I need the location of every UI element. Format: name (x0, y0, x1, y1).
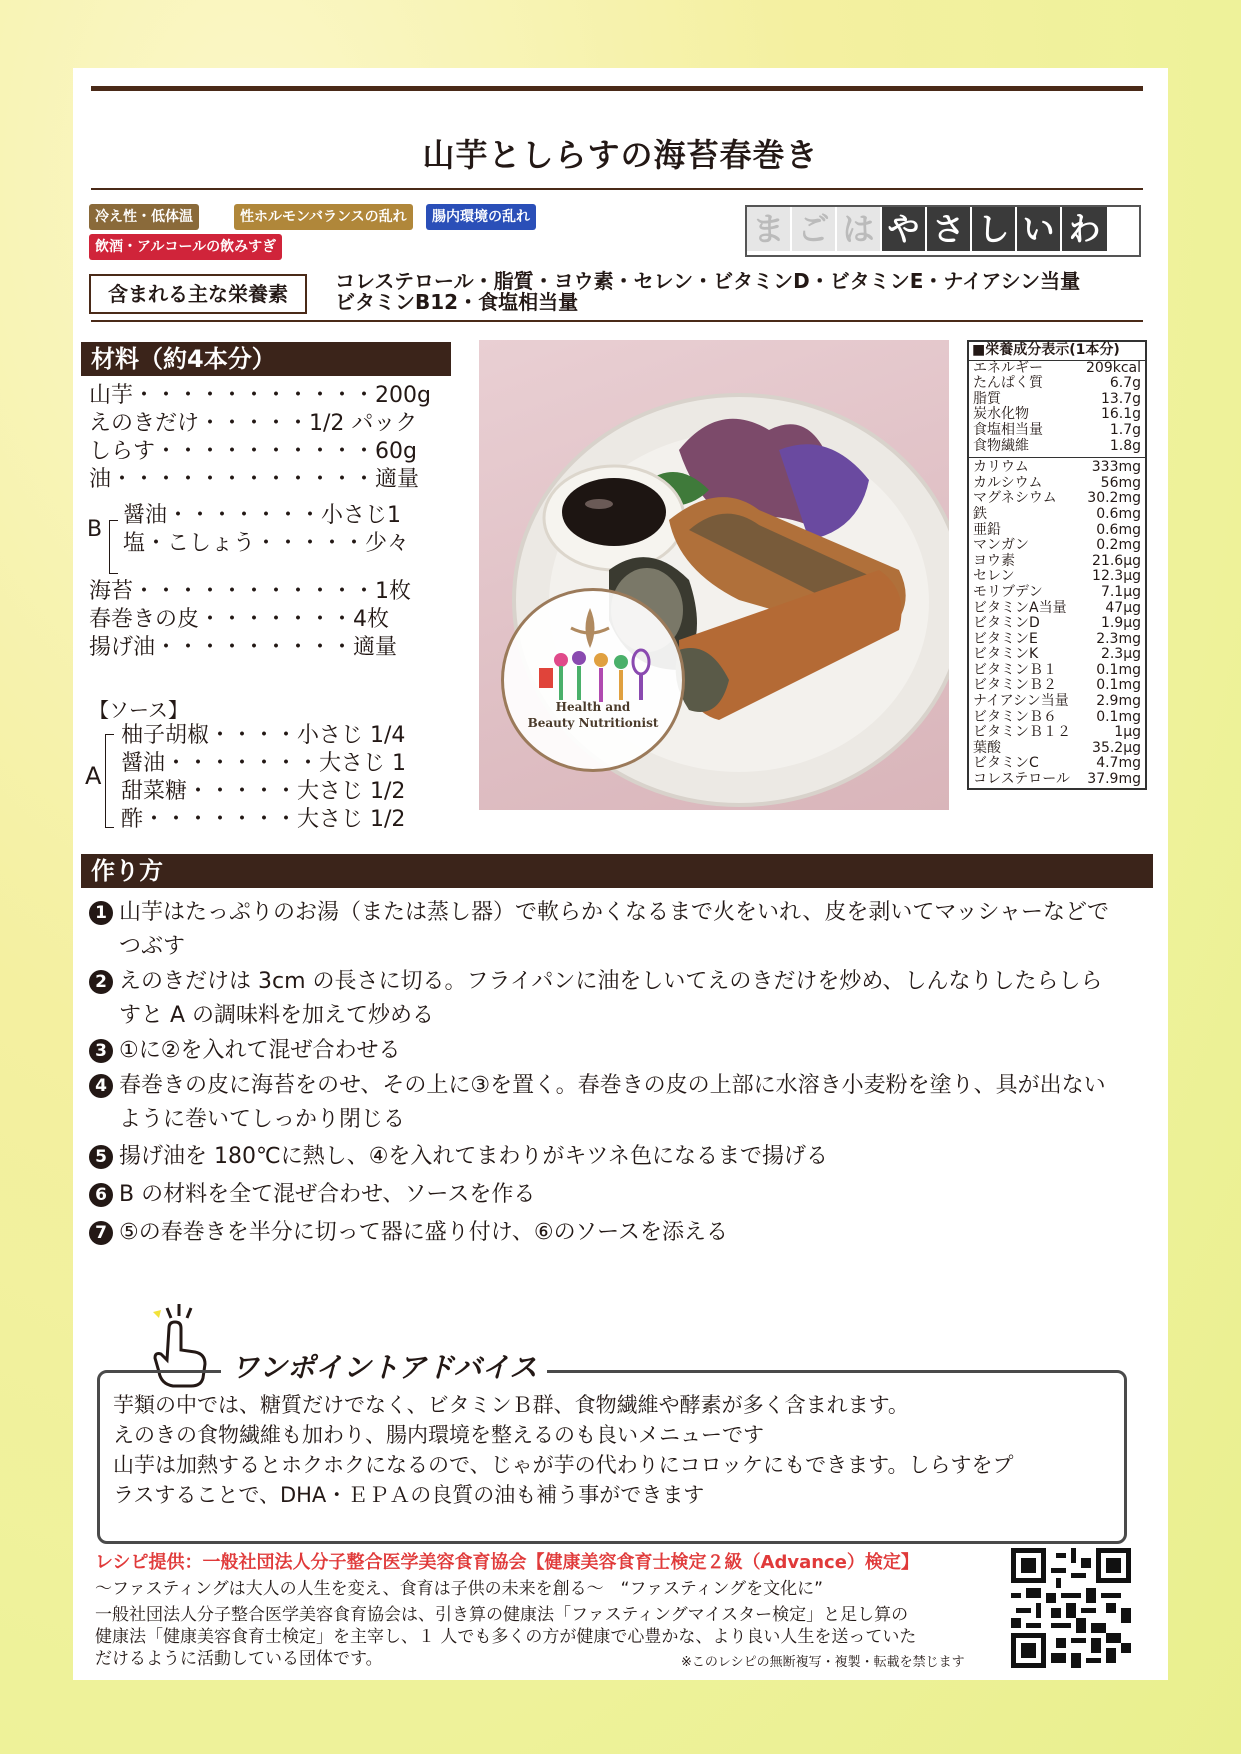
group-b-label: B (87, 517, 103, 542)
step-text: 揚げ油を 180℃に熱し、④を入れてまわりがキツネ色になるまで揚げる (119, 1144, 828, 1169)
step-number: 6 (89, 1183, 113, 1207)
nutrient-value: 0.1mg (1096, 708, 1141, 725)
nutrients-line: コレステロール・脂質・ヨウ素・セレン・ビタミンD・ビタミンE・ナイアシン当量 (335, 269, 1081, 293)
qr-code[interactable] (1011, 1548, 1131, 1668)
title-rule (91, 188, 1143, 190)
step-text: 山芋はたっぷりのお湯（または蒸し器）で軟らかくなるまで火をいれ、皮を剥いてマッシャーなどでつぶす (119, 900, 1110, 959)
nutrient-value: 47μg (1105, 599, 1141, 616)
nutrition-row (969, 523, 1145, 539)
nutrient-value: 0.1mg (1096, 677, 1141, 694)
nutrition-row (969, 663, 1145, 679)
nutrient-name: セレン (973, 568, 1015, 585)
sauce-heading: 【ソース】 (89, 698, 188, 722)
step-text: ⑤の春巻きを半分に切って器に盛り付け、⑥のソースを添える (119, 1220, 729, 1245)
about-line: 健康法「健康美容食育士検定」を主宰し、１ 人でも多くの方が健康で心豊かな、より良い人生を送っていた (95, 1627, 917, 1647)
ingredients-a (121, 722, 406, 834)
nutrition-row (969, 554, 1145, 570)
method-step (89, 1069, 1109, 1137)
logo-text (504, 699, 682, 731)
dish-photo (479, 340, 949, 810)
slogan: 〜ファスティングは大人の人生を変え、食育は子供の未来を創る〜 “ファスティングを文化に” (95, 1579, 823, 1599)
nutrition-row (969, 694, 1145, 710)
nutrient-name: モリブデン (973, 583, 1043, 600)
nutrition-group-minerals (969, 457, 1145, 787)
nutrient-value: 2.9mg (1096, 693, 1141, 710)
method-step (89, 1216, 1109, 1250)
nutrient-value: 0.6mg (1096, 521, 1141, 538)
step-number: 1 (89, 901, 113, 925)
nutrition-row (969, 407, 1145, 423)
nutrient-value: 1.9μg (1100, 615, 1141, 632)
ingredient-item: 柚子胡椒・・・・小さじ 1/4 (121, 723, 406, 748)
nutrient-value: 12.3μg (1092, 568, 1141, 585)
nutrition-row (969, 772, 1145, 788)
step-number: 3 (89, 1039, 113, 1063)
recipe-sheet (73, 68, 1168, 1680)
recipe-title: 山芋としらすの海苔春巻き (422, 136, 819, 174)
brand-char: さ (927, 207, 972, 251)
nutrient-name: カルシウム (973, 474, 1043, 491)
nutrition-row (969, 538, 1145, 554)
nutrition-row (969, 585, 1145, 601)
nutrient-name: ビタミンA当量 (973, 599, 1067, 616)
logo-line: Beauty Nutritionist (527, 716, 659, 730)
ingredient-item: 油・・・・・・・・・・・・適量 (89, 467, 420, 492)
ingredient-item: 塩・こしょう・・・・・少々 (123, 531, 410, 556)
ingredient-item: えのきだけ・・・・・1/2 パック (89, 411, 418, 436)
nutrition-row (969, 361, 1145, 377)
brand-char: い (1017, 207, 1062, 251)
nutrition-row (969, 601, 1145, 617)
nutrition-row (969, 632, 1145, 648)
brand-char: し (972, 207, 1017, 251)
nutrition-row (969, 460, 1145, 476)
ingredient-item: しらす・・・・・・・・・・60g (89, 439, 417, 464)
method-step (89, 896, 1109, 964)
nutrient-name: ビタミンＢ１２ (973, 724, 1071, 741)
method-step (89, 1034, 1109, 1068)
advice-line: 山芋は加熱するとホクホクになるので、じゃが芋の代わりにコロッケにもできます。しらすをプ (113, 1453, 1014, 1477)
nutrient-name: ビタミンK (973, 646, 1039, 663)
step-text: B の材料を全て混ぜ合わせ、ソースを作る (119, 1182, 536, 1207)
step-number: 4 (89, 1074, 113, 1098)
brand-char: ま (747, 207, 792, 251)
tag-cold: 冷え性・低体温 (89, 204, 199, 230)
nutrient-value: 2.3μg (1100, 646, 1141, 663)
nutrient-name: 脂質 (973, 390, 1001, 407)
brand-char: は (837, 207, 882, 251)
step-number: 7 (89, 1221, 113, 1245)
step-text: 春巻きの皮に海苔をのせ、その上に③を置く。春巻きの皮の上部に水溶き小麦粉を塗り、具が出ないように巻いてしっかり閉じる (119, 1073, 1106, 1132)
ingredient-item: 酢・・・・・・・大さじ 1/2 (121, 807, 406, 832)
nutrition-row (969, 376, 1145, 392)
step-text: ①に②を入れて混ぜ合わせる (119, 1038, 401, 1063)
nutrient-name: ビタミンＢ２ (973, 677, 1057, 694)
nutrient-value: 56mg (1100, 474, 1141, 491)
nutrient-name: 葉酸 (973, 739, 1001, 756)
group-a-label: A (85, 762, 102, 790)
nutrition-row (969, 756, 1145, 772)
step-text: えのきだけは 3cm の長さに切る。フライパンに油をしいてえのきだけを炒め、しんなりしたらしらすと A の調味料を加えて炒める (119, 969, 1103, 1028)
ingredients-heading: 材料（約4本分） (81, 342, 451, 376)
nutrients-label: 含まれる主な栄養素 (89, 274, 307, 314)
nutrient-name: ビタミンC (973, 755, 1039, 772)
nutrient-value: 0.1mg (1096, 661, 1141, 678)
advice-title: ワンポイントアドバイス (221, 1346, 547, 1386)
nutrient-name: 炭水化物 (973, 406, 1029, 423)
nutrient-name: ナイアシン当量 (973, 693, 1069, 710)
nutrient-value: 6.7g (1109, 375, 1141, 392)
nutrient-value: 1.7g (1109, 421, 1141, 438)
nutrient-value: 35.2μg (1092, 739, 1141, 756)
wheat-icon (501, 588, 679, 766)
nutrient-name: コレステロール (973, 771, 1071, 788)
advice-line: 芋類の中では、糖質だけでなく、ビタミンＢ群、食物繊維や酵素が多く含まれます。 (113, 1393, 909, 1417)
nutrition-row (969, 647, 1145, 663)
nutrition-row (969, 725, 1145, 741)
nutrient-name: カリウム (973, 459, 1029, 476)
nutrition-row (969, 616, 1145, 632)
ingredient-item: 揚げ油・・・・・・・・・適量 (89, 635, 398, 660)
nutrient-value: 209kcal (1086, 359, 1141, 376)
nutrient-value: 4.7mg (1096, 755, 1141, 772)
nutrient-value: 333mg (1091, 459, 1141, 476)
ingredient-item: 春巻きの皮・・・・・・・4枚 (89, 607, 389, 632)
qr-code-icon (1011, 1548, 1131, 1668)
tag-gut: 腸内環境の乱れ (426, 204, 536, 230)
nutrient-value: 0.6mg (1096, 505, 1141, 522)
ingredient-item: 醤油・・・・・・・大さじ 1 (121, 751, 406, 776)
nutrition-row (969, 741, 1145, 757)
nutrition-row (969, 423, 1145, 439)
nutrient-value: 13.7g (1100, 390, 1141, 407)
nutrient-name: 食塩相当量 (973, 421, 1043, 438)
nutrient-value: 7.1μg (1100, 583, 1141, 600)
logo-line: Health and (555, 700, 631, 714)
method-step (89, 965, 1109, 1033)
ingredient-item: 山芋・・・・・・・・・・・200g (89, 383, 431, 408)
advice-line: えのきの食物繊維も加わり、腸内環境を整えるのも良いメニューです (113, 1423, 764, 1447)
nutrition-row (969, 710, 1145, 726)
nutrients-list (335, 271, 1080, 313)
nutrition-table-heading: ■栄養成分表示(1本分) (969, 342, 1145, 361)
nutrient-value: 0.2mg (1096, 537, 1141, 554)
advice-text (113, 1390, 1013, 1510)
ingredients-more (89, 578, 411, 662)
nutrient-value: 21.6μg (1092, 552, 1141, 569)
group-a-bracket (105, 734, 114, 828)
nutrient-name: ビタミンＢ６ (973, 708, 1057, 725)
copyright-notice: ※このレシピの無断複写・複製・転載を禁じます (681, 1655, 965, 1670)
method-step (89, 1140, 1109, 1174)
nutrient-value: 37.9mg (1087, 771, 1141, 788)
nutrient-name: ビタミンE (973, 630, 1038, 647)
nutrition-row (969, 439, 1145, 455)
step-number: 2 (89, 970, 113, 994)
nutrition-row (969, 507, 1145, 523)
nutrients-rule (91, 320, 1143, 322)
nutrient-value: 16.1g (1100, 406, 1141, 423)
nutrition-row (969, 678, 1145, 694)
brand-char: わ (1062, 207, 1107, 251)
brand-char: や (882, 207, 927, 251)
advice-line: ラスすることで、DHA・ＥＰＡの良質の油も補う事ができます (113, 1483, 705, 1507)
method-heading: 作り方 (81, 854, 1153, 888)
method-step (89, 1178, 1109, 1212)
nutrition-row (969, 569, 1145, 585)
nutrients-line: ビタミンB12・食塩相当量 (335, 290, 579, 314)
step-number: 5 (89, 1145, 113, 1169)
nutrient-name: ビタミンＢ１ (973, 661, 1057, 678)
recipe-credit: レシピ提供：一般社団法人分子整合医学美容食育協会【健康美容食育士検定２級（Advance）検定】 (95, 1552, 919, 1573)
nutrition-row (969, 491, 1145, 507)
tag-hormone: 性ホルモンバランスの乱れ (234, 204, 413, 230)
ingredients-main (89, 382, 431, 494)
nutrient-value: 30.2mg (1087, 490, 1141, 507)
ingredient-item: 醤油・・・・・・・小さじ1 (123, 503, 401, 528)
nutrient-name: マンガン (973, 537, 1029, 554)
nutrient-name: ビタミンD (973, 615, 1040, 632)
nutrient-value: 2.3mg (1096, 630, 1141, 647)
nutrient-name: たんぱく質 (973, 375, 1043, 392)
magowayasashii-brand (745, 205, 1141, 257)
ingredient-item: 海苔・・・・・・・・・・・1枚 (89, 579, 411, 604)
about-line: だけるように活動している団体です。 (95, 1649, 383, 1669)
top-rule (91, 86, 1143, 91)
ingredient-item: 甜菜糖・・・・・大さじ 1/2 (121, 779, 406, 804)
nutrition-row (969, 476, 1145, 492)
nutrient-name: マグネシウム (973, 490, 1057, 507)
nutrient-value: 1.8g (1109, 437, 1141, 454)
ingredients-b (123, 502, 409, 558)
nutrient-name: 食物繊維 (973, 437, 1029, 454)
nutrient-name: エネルギー (973, 359, 1043, 376)
brand-char: ご (792, 207, 837, 251)
nutrient-value: 1μg (1114, 724, 1141, 741)
nutrient-name: 亜鉛 (973, 521, 1001, 538)
nutritionist-logo (501, 588, 685, 772)
group-b-bracket (109, 520, 118, 574)
nutrient-name: 鉄 (973, 505, 987, 522)
nutrition-table (967, 340, 1147, 790)
nutrient-name: ヨウ素 (973, 552, 1015, 569)
tag-alcohol: 飲酒・アルコールの飲みすぎ (89, 234, 282, 260)
nutrition-group-main (969, 361, 1145, 455)
about-line: 一般社団法人分子整合医学美容食育協会は、引き算の健康法「ファスティングマイスター検定」と足し算の (95, 1605, 909, 1625)
